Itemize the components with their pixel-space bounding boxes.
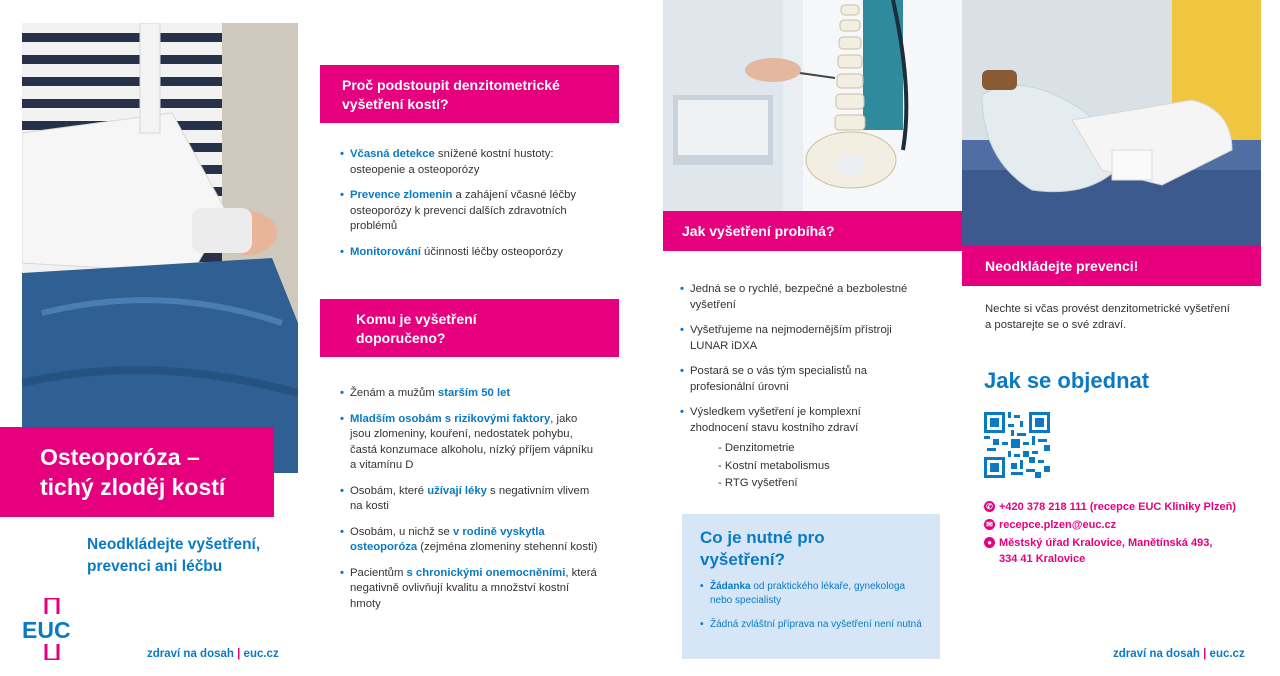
contact-block: [984, 499, 1254, 567]
doctor-spine-photo: [663, 0, 962, 211]
main-title-line2: tichý zloděj kostí: [40, 474, 226, 500]
footer-right-sep: |: [1203, 648, 1207, 660]
list-item: • Pacientům s chronickými onemocněními, která negativně ovlivňují kvalitu a množství kostní hmoty: [340, 566, 598, 613]
requirements-heading: Co je nutné pro vyšetření?: [700, 528, 825, 569]
why-heading-line2: vyšetření kostí?: [342, 96, 449, 112]
order-heading: Jak se objednat: [984, 368, 1150, 393]
why-heading-box: [320, 65, 619, 123]
footer-left: [147, 648, 279, 660]
how-sublist: [718, 440, 830, 493]
list-item: • Žádná zvláštní příprava na vyšetření není nutná: [700, 618, 924, 632]
why-heading-line1: Proč podstoupit denzitometrické: [342, 77, 560, 93]
list-item: • Výsledkem vyšetření je komplexní zhodnocení stavu kostního zdraví: [680, 405, 920, 436]
qr-code: [984, 412, 1050, 478]
email-row: [984, 517, 1254, 533]
why-list: [340, 147, 595, 270]
list-item: • Žádanka od praktického lékaře, gynekologa nebo specialisty: [700, 580, 924, 608]
footer-right: [1113, 648, 1245, 660]
list-item: • Postará se o vás tým specialistů na profesionální úrovni: [680, 364, 920, 395]
who-heading-line2: doporučeno?: [356, 330, 446, 346]
footer-left-text: zdraví na dosah: [147, 648, 234, 660]
main-title-line1: Osteoporóza –: [40, 444, 200, 470]
how-heading: Jak vyšetření probíhá?: [682, 223, 835, 239]
who-list: [340, 386, 598, 622]
list-item: • Mladším osobám s rizikovými faktory, jako jsou zlomeniny, kouření, nedostatek pohybu, častá konzumace alkoholu, nízký příjem vápníku a vitamínu D: [340, 412, 598, 474]
footer-left-link[interactable]: euc.cz: [243, 648, 279, 660]
phone-icon: ✆: [984, 501, 995, 512]
list-item: - RTG vyšetření: [718, 477, 798, 489]
how-heading-box: [663, 211, 962, 251]
euc-logo-text: EUC: [22, 617, 71, 643]
email-address[interactable]: recepce.plzen@euc.cz: [999, 519, 1117, 531]
list-item: • Prevence zlomenin a zahájení včasné léčby osteoporózy k prevenci dalších zdravotních problémů: [340, 188, 595, 235]
address-text: Městský úřad Kralovice, Manětínská 493, 334 41 Kralovice: [999, 537, 1213, 565]
list-item: - Denzitometrie: [718, 442, 795, 454]
phone-row: [984, 499, 1254, 515]
who-heading-box: [320, 299, 619, 357]
list-item: - Kostní metabolismus: [718, 459, 830, 472]
qr-code-icon: [984, 412, 1050, 478]
address-row: [984, 535, 1254, 567]
tagline-line2: prevenci ani léčbu: [87, 558, 223, 575]
prevention-heading: Neodkládejte prevenci!: [985, 258, 1139, 274]
list-item: • Jedná se o rychlé, bezpečné a bezbolestné vyšetření: [680, 282, 920, 313]
email-icon: ✉: [984, 519, 995, 530]
prevention-text: Nechte si včas provést denzitometrické vyšetření a postarejte se o své zdraví.: [985, 303, 1230, 331]
requirements-box: [682, 514, 940, 659]
main-title-box: [0, 427, 274, 517]
footer-right-link[interactable]: euc.cz: [1209, 648, 1245, 660]
list-item: • Ženám a mužům starším 50 let: [340, 386, 598, 402]
how-list: [680, 282, 920, 446]
arm-sling-photo: [22, 23, 298, 473]
list-item: • Monitorování účinnosti léčby osteoporózy: [340, 245, 595, 261]
who-heading-line1: Komu je vyšetření: [356, 311, 477, 327]
bandaged-arm-photo: [962, 0, 1261, 245]
phone-number[interactable]: +420 378 218 111 (recepce EUC Kliniky Plzeň): [999, 501, 1236, 513]
list-item: • Osobám, které užívají léky s negativním vlivem na kosti: [340, 484, 598, 515]
requirements-list: [700, 580, 924, 632]
footer-left-sep: |: [237, 648, 241, 660]
euc-logo: [20, 598, 84, 660]
list-item: • Vyšetřujeme na nejmodernějším přístroji LUNAR iDXA: [680, 323, 920, 354]
euc-logo-icon: [20, 598, 84, 660]
tagline: [87, 534, 260, 578]
prevention-heading-box: [962, 245, 1261, 286]
location-pin-icon: ●: [984, 537, 995, 548]
list-item: • Osobám, u nichž se v rodině vyskytla osteoporóza (zejména zlomeniny stehenní kosti): [340, 525, 598, 556]
footer-right-text: zdraví na dosah: [1113, 648, 1200, 660]
tagline-line1: Neodkládejte vyšetření,: [87, 536, 261, 553]
list-item: • Včasná detekce snížené kostní hustoty: osteopenie a osteoporózy: [340, 147, 595, 178]
